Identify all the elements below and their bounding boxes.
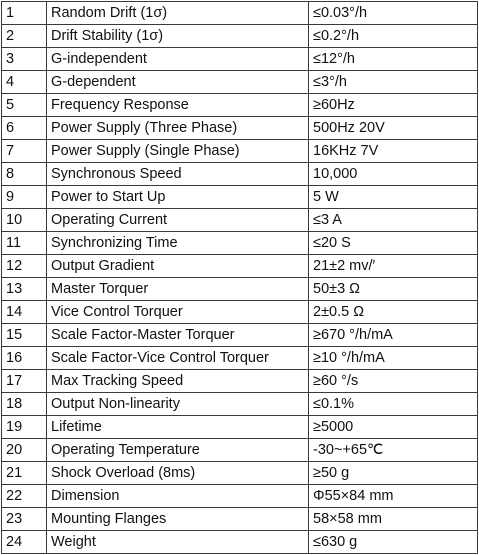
- parameter-name-cell: Dimension: [47, 485, 309, 508]
- parameter-value-cell: ≥60 °/s: [309, 370, 478, 393]
- row-number-cell: 1: [2, 2, 47, 25]
- parameter-value-cell: ≤3 A: [309, 209, 478, 232]
- parameter-value-cell: 16KHz 7V: [309, 140, 478, 163]
- table-row: [2, 324, 478, 347]
- table-row: [2, 209, 478, 232]
- table-row: [2, 140, 478, 163]
- parameter-value-cell: ≥10 °/h/mA: [309, 347, 478, 370]
- parameter-name-cell: G-dependent: [47, 71, 309, 94]
- parameter-value-cell: ≤12°/h: [309, 48, 478, 71]
- parameter-value-cell: 5 W: [309, 186, 478, 209]
- parameter-name-cell: Synchronous Speed: [47, 163, 309, 186]
- row-number-cell: 16: [2, 347, 47, 370]
- parameter-name-cell: Power Supply (Three Phase): [47, 117, 309, 140]
- parameter-value-cell: ≤0.1%: [309, 393, 478, 416]
- row-number-cell: 7: [2, 140, 47, 163]
- row-number-cell: 17: [2, 370, 47, 393]
- table-row: [2, 301, 478, 324]
- row-number-cell: 4: [2, 71, 47, 94]
- parameter-name-cell: Drift Stability (1σ): [47, 25, 309, 48]
- table-row: [2, 48, 478, 71]
- row-number-cell: 22: [2, 485, 47, 508]
- table-row: [2, 25, 478, 48]
- table-row: [2, 508, 478, 531]
- parameter-name-cell: G-independent: [47, 48, 309, 71]
- parameter-name-cell: Power Supply (Single Phase): [47, 140, 309, 163]
- row-number-cell: 6: [2, 117, 47, 140]
- row-number-cell: 12: [2, 255, 47, 278]
- table-row: [2, 439, 478, 462]
- parameter-value-cell: ≤630 g: [309, 531, 478, 554]
- parameter-name-cell: Power to Start Up: [47, 186, 309, 209]
- table-row: [2, 485, 478, 508]
- parameter-name-cell: Operating Current: [47, 209, 309, 232]
- parameter-value-cell: 50±3 Ω: [309, 278, 478, 301]
- parameter-name-cell: Lifetime: [47, 416, 309, 439]
- parameter-value-cell: Φ55×84 mm: [309, 485, 478, 508]
- parameter-name-cell: Synchronizing Time: [47, 232, 309, 255]
- table-row: [2, 416, 478, 439]
- row-number-cell: 14: [2, 301, 47, 324]
- row-number-cell: 20: [2, 439, 47, 462]
- row-number-cell: 11: [2, 232, 47, 255]
- row-number-cell: 13: [2, 278, 47, 301]
- row-number-cell: 15: [2, 324, 47, 347]
- parameter-value-cell: 10,000: [309, 163, 478, 186]
- table-row: [2, 278, 478, 301]
- row-number-cell: 19: [2, 416, 47, 439]
- parameter-name-cell: Scale Factor-Vice Control Torquer: [47, 347, 309, 370]
- parameter-value-cell: 2±0.5 Ω: [309, 301, 478, 324]
- parameter-name-cell: Output Non-linearity: [47, 393, 309, 416]
- parameter-value-cell: ≤3°/h: [309, 71, 478, 94]
- specification-table-body: [2, 2, 478, 554]
- parameter-value-cell: ≥670 °/h/mA: [309, 324, 478, 347]
- parameter-value-cell: -30~+65℃: [309, 439, 478, 462]
- table-row: [2, 117, 478, 140]
- parameter-value-cell: ≥60Hz: [309, 94, 478, 117]
- parameter-value-cell: 21±2 mv/′: [309, 255, 478, 278]
- table-row: [2, 370, 478, 393]
- parameter-name-cell: Random Drift (1σ): [47, 2, 309, 25]
- table-row: [2, 255, 478, 278]
- parameter-name-cell: Master Torquer: [47, 278, 309, 301]
- table-row: [2, 531, 478, 554]
- row-number-cell: 9: [2, 186, 47, 209]
- parameter-value-cell: 500Hz 20V: [309, 117, 478, 140]
- row-number-cell: 10: [2, 209, 47, 232]
- row-number-cell: 18: [2, 393, 47, 416]
- table-row: [2, 232, 478, 255]
- specification-table: [1, 1, 478, 554]
- row-number-cell: 3: [2, 48, 47, 71]
- row-number-cell: 24: [2, 531, 47, 554]
- table-row: [2, 163, 478, 186]
- parameter-value-cell: ≥5000: [309, 416, 478, 439]
- table-row: [2, 347, 478, 370]
- parameter-name-cell: Operating Temperature: [47, 439, 309, 462]
- table-row: [2, 71, 478, 94]
- row-number-cell: 5: [2, 94, 47, 117]
- row-number-cell: 21: [2, 462, 47, 485]
- parameter-name-cell: Shock Overload (8ms): [47, 462, 309, 485]
- parameter-value-cell: ≤20 S: [309, 232, 478, 255]
- parameter-name-cell: Vice Control Torquer: [47, 301, 309, 324]
- parameter-name-cell: Max Tracking Speed: [47, 370, 309, 393]
- parameter-name-cell: Mounting Flanges: [47, 508, 309, 531]
- row-number-cell: 8: [2, 163, 47, 186]
- parameter-value-cell: ≤0.2°/h: [309, 25, 478, 48]
- parameter-name-cell: Output Gradient: [47, 255, 309, 278]
- parameter-name-cell: Weight: [47, 531, 309, 554]
- parameter-name-cell: Scale Factor-Master Torquer: [47, 324, 309, 347]
- row-number-cell: 23: [2, 508, 47, 531]
- parameter-name-cell: Frequency Response: [47, 94, 309, 117]
- table-row: [2, 186, 478, 209]
- table-row: [2, 462, 478, 485]
- parameter-value-cell: 58×58 mm: [309, 508, 478, 531]
- parameter-value-cell: ≥50 g: [309, 462, 478, 485]
- table-row: [2, 2, 478, 25]
- parameter-value-cell: ≤0.03°/h: [309, 2, 478, 25]
- row-number-cell: 2: [2, 25, 47, 48]
- table-row: [2, 393, 478, 416]
- table-row: [2, 94, 478, 117]
